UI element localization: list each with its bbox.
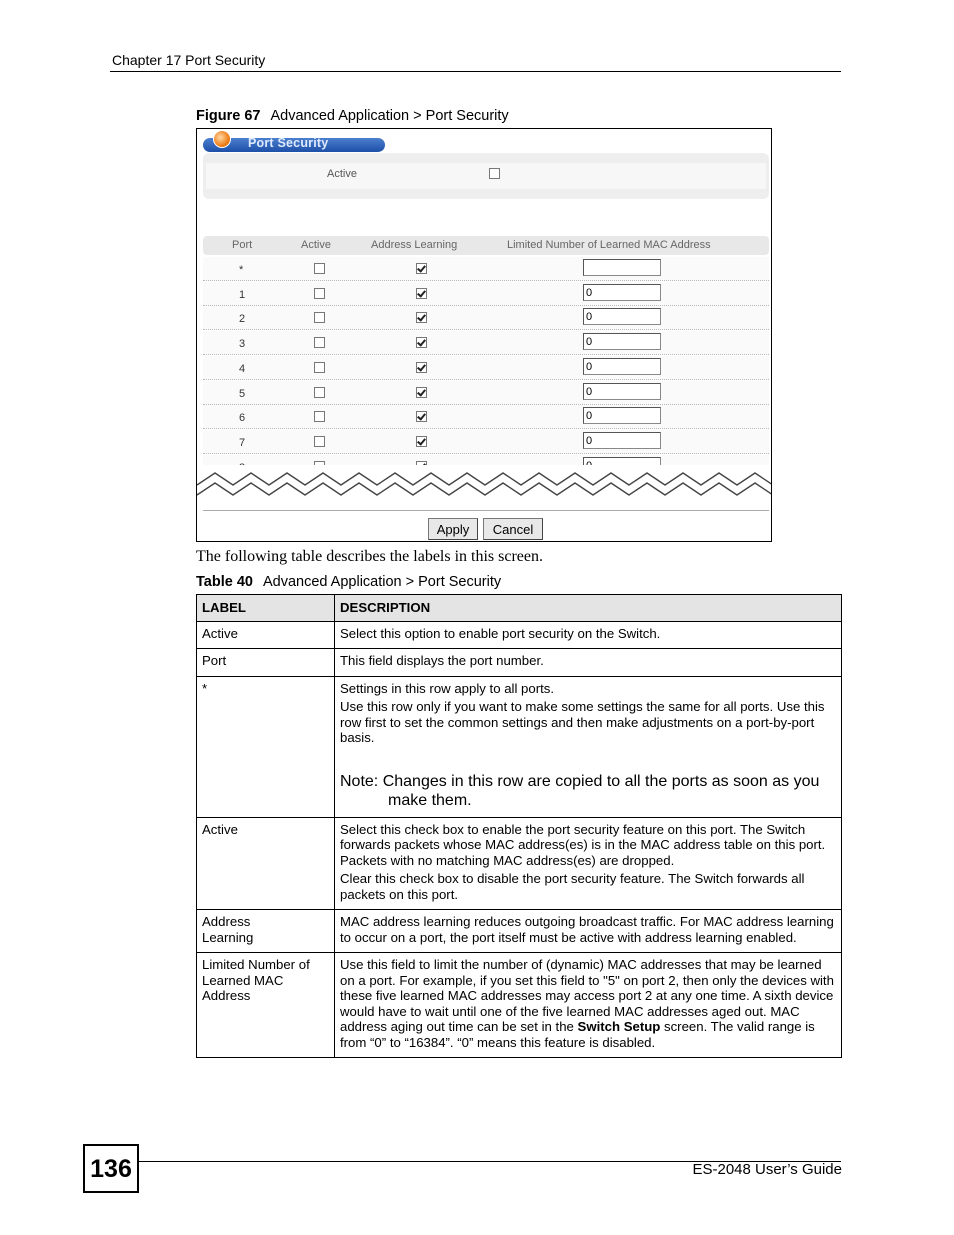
- row-label: Address Learning: [197, 910, 335, 953]
- address-learning-checkbox[interactable]: [416, 411, 427, 422]
- row-description: This field displays the port number.: [335, 649, 842, 677]
- row-label: Active: [197, 621, 335, 649]
- address-learning-checkbox[interactable]: [416, 312, 427, 323]
- mac-limit-input[interactable]: 0: [583, 358, 661, 375]
- table-row: [197, 649, 842, 677]
- port-row: [203, 331, 769, 355]
- mac-limit-input[interactable]: [583, 259, 661, 276]
- port-active-checkbox[interactable]: [314, 387, 325, 398]
- port-number: 7: [239, 436, 246, 449]
- address-learning-checkbox[interactable]: [416, 263, 427, 274]
- port-active-checkbox[interactable]: [314, 411, 325, 422]
- row-description: Use this field to limit the number of (dynamic) MAC addresses that may be learned on a port. For example, if you set this field to "5" on port 2, then only the devices with these five learned MAC addresses may access port 2 at any one time. A sixth device would have to wait until one of the five learned MAC addresses aged out. MAC address aging out time can be set in the Switch Setup screen. The valid range is from “0” to “16384”. “0” means this feature is disabled.: [335, 953, 842, 1058]
- port-row: [203, 381, 769, 405]
- port-active-checkbox[interactable]: [314, 436, 325, 447]
- address-learning-checkbox[interactable]: [416, 288, 427, 299]
- port-row: [203, 405, 769, 429]
- port-row: [203, 257, 769, 281]
- port-number: 2: [239, 313, 246, 326]
- port-row: [203, 430, 769, 454]
- page-number: 136: [83, 1144, 139, 1193]
- mac-limit-input[interactable]: 0: [583, 284, 661, 301]
- table-row: [197, 910, 842, 953]
- row-description: Select this option to enable port security on the Switch.: [335, 621, 842, 649]
- address-learning-checkbox[interactable]: [416, 387, 427, 398]
- switch-setup-ref: Switch Setup: [577, 1019, 661, 1034]
- global-settings-panel: [203, 153, 769, 199]
- port-row: [203, 282, 769, 306]
- port-number: 5: [239, 387, 246, 400]
- row-description: Select this check box to enable the port security feature on this port. The Switch forwards packets whose MAC address(es) is in the MAC address table on this port. Packets with no matching MAC address(es) are dropped. Clear this check box to disable the port security feature. The Switch forwards all packets on this port.: [335, 817, 842, 910]
- cancel-button[interactable]: Cancel: [483, 518, 543, 540]
- head-label: LABEL: [197, 595, 335, 622]
- row-label: Port: [197, 649, 335, 677]
- port-row: [203, 306, 769, 330]
- col-port: Port: [232, 239, 253, 251]
- head-description: DESCRIPTION: [335, 595, 842, 622]
- global-active-label: Active: [327, 168, 357, 180]
- port-number: 1: [239, 288, 246, 301]
- port-number: 6: [239, 412, 246, 425]
- apply-button[interactable]: Apply: [428, 518, 478, 540]
- row-label: Active: [197, 817, 335, 910]
- table-row: [197, 621, 842, 649]
- col-active: Active: [301, 239, 331, 251]
- figure-caption: [196, 108, 509, 124]
- mac-limit-input[interactable]: 0: [583, 383, 661, 400]
- port-row: [203, 356, 769, 380]
- port-security-screenshot: [196, 128, 772, 542]
- port-table-header: [203, 236, 769, 255]
- mac-limit-input[interactable]: 0: [583, 407, 661, 424]
- global-active-checkbox[interactable]: [489, 168, 500, 179]
- port-number: *: [239, 264, 244, 276]
- figure-number: Figure 67: [196, 108, 261, 124]
- row-label: *: [197, 676, 335, 817]
- row-description: MAC address learning reduces outgoing broadcast traffic. For MAC address learning to occur on a port, the port itself must be active with address learning enabled.: [335, 910, 842, 953]
- screen-title-icon: [213, 130, 231, 148]
- mac-limit-input[interactable]: 0: [583, 432, 661, 449]
- mac-limit-input[interactable]: 0: [583, 333, 661, 350]
- col-address-learning: Address Learning: [371, 239, 458, 251]
- port-active-checkbox[interactable]: [314, 337, 325, 348]
- table-row: [197, 676, 842, 817]
- table-title: Advanced Application > Port Security: [262, 574, 502, 590]
- truncation-zigzag: [197, 465, 772, 505]
- screen-title: Port Security: [248, 136, 329, 150]
- port-active-checkbox[interactable]: [314, 312, 325, 323]
- table-row: [197, 953, 842, 1058]
- address-learning-checkbox[interactable]: [416, 362, 427, 373]
- chapter-header: Chapter 17 Port Security: [112, 52, 266, 68]
- port-active-checkbox[interactable]: [314, 288, 325, 299]
- row-description: Settings in this row apply to all ports. Use this row only if you want to make some settings the same for all ports. Use this row first to set the common settings and then make adjustments on a port-by-port basis. Note: Changes in this row are copied to all the ports as soon as you make them.: [335, 676, 842, 817]
- table-caption: [196, 574, 501, 590]
- port-number: 4: [239, 362, 246, 375]
- label-description-table: [196, 594, 842, 1058]
- address-learning-checkbox[interactable]: [416, 436, 427, 447]
- intro-paragraph: The following table describes the labels in this screen.: [196, 548, 544, 565]
- note: Note: Changes in this row are copied to all the ports as soon as you make them.: [340, 772, 820, 809]
- mac-limit-input[interactable]: 0: [583, 308, 661, 325]
- address-learning-checkbox[interactable]: [416, 337, 427, 348]
- port-active-checkbox[interactable]: [314, 362, 325, 373]
- col-limited-mac: Limited Number of Learned MAC Address: [507, 239, 711, 251]
- row-label: Limited Number of Learned MAC Address: [197, 953, 335, 1058]
- table-row: [197, 817, 842, 910]
- figure-title: Advanced Application > Port Security: [270, 108, 509, 124]
- header-rule: [110, 71, 841, 72]
- table-number: Table 40: [196, 574, 253, 590]
- port-active-checkbox[interactable]: [314, 263, 325, 274]
- guide-title: ES-2048 User’s Guide: [692, 1161, 842, 1178]
- port-number: 3: [239, 338, 246, 351]
